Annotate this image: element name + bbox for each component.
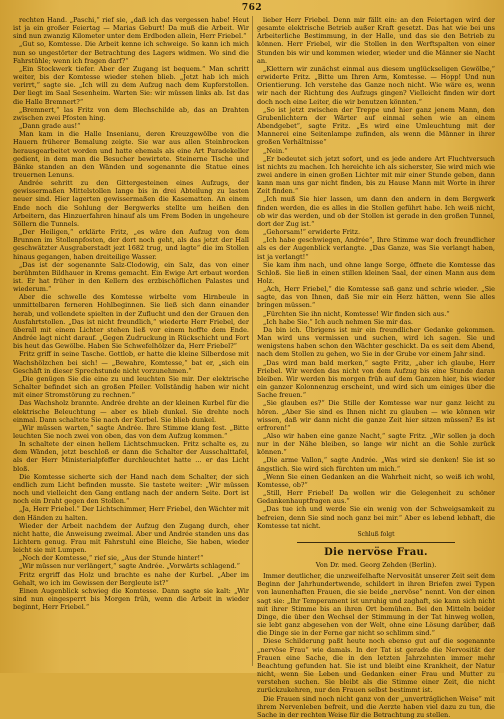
left-column-paragraph: Fritz griff in seine Tasche. Gottlob, er hatte die kleine Silberdose mit Wachshölzchen bei sich! — „Bewahre, Komtesse,“ bat er, „sich ein Geschäft in dieser Sprechstunde nicht vorzunehmen.“ [13, 350, 249, 375]
story-paragraph: „Nein.“ [263, 146, 288, 155]
story-paragraph: „Also wir haben eine ganze Nacht,“ sagte Fritz. „Wir sollen ja doch nur in der Nähe bleiben, so lange wir nicht an die Sohle zurück können.“ [257, 431, 495, 457]
story-paragraph: Sie kam ihm nach, und ohne lange Sorge, öffnete die Komtesse das Schloß. Sie ließ in einen stillen kleinen Saal, der einen Mann aus dem Holz. [257, 260, 495, 285]
story-paragraph: „Ich habe Sie.“ Ich auch nehmen Sie mir das. [263, 317, 413, 326]
story-paragraph: „Still, Herr Friebel! Da wollen wir die Gelegenheit zu schöner Gedankenhauptfragen aus.“ [257, 489, 495, 506]
left-column-paragraph: Die Komtesse sicherte sich der Hand nach dem Schalter, der sich endlich zum Licht befinden musste. Sie tastete weiter: „Wir müssen noch und vielleicht den Gang entlang nach der andern Seite. Dort ist noch ein Draht gegen den Stollen.“ [13, 472, 249, 506]
left-column-paragraph: Das Wachsholz brannte. Andrée drehte an der kleinen Kurbel für die elektrische Beleuchtung — aber es blieb dunkel. Sie drehte noch einmal. Dann schaltete Sie nach der Kurbel. Sie blieb dunkel. [13, 399, 249, 424]
story-paragraph: Schluß folgt [357, 530, 395, 538]
story-paragraph: „Ach, Herr Friebel,“ die Komtesse saß ganz und schrie wieder. „Sie sagte, das von Ihnen, daß Sie mir ein Herz hätten, wenn Sie alles bringen müssen.“ [257, 285, 495, 310]
left-column-paragraph: In schaltete der einen hellem Lichtschmucken. Fritz schalte es, zu dem Wänden, jetzt beschloß er dann die Schalter der Ausschalttafel, als der Herr Ministerialpfeffer durchleuchtet hatte ... er das Licht bloß. [13, 440, 249, 473]
article-title: Die nervöse Frau. [324, 547, 428, 558]
story-paragraph: „Das tue ich und werde Sie ein wenig von der Schweigsamkeit zu befreien, denn Sie sind noch ganz bei mir.“ Aber es lebend lebhaft, die Komtesse tat nicht. [257, 505, 495, 530]
story-paragraph: „Fürchten Sie ihn nicht, Komtesse! Wir finden sich aus.“ [263, 309, 450, 318]
left-column-paragraph: „Gut so, Komtesse. Die Arbeit kenne ich schweige. So kann ich mich nun so ungestörter der Betrachtung des Lagers widmen. Wo sind die Fahrstühle; wenn ich fragen darf?“ [13, 40, 249, 65]
left-column-paragraph: „Wir müssen warten,“ sagte Andrée. Ihre Stimme klang fest. „Bitte leuchten Sie noch zwei von oben, das von dem Aufzug kommen.“ [13, 423, 249, 440]
left-column-paragraph: „Ja, Herr Friebel.“ Der Lichtschimmer, Herr Friebel, den Wächter mit den Händen zu halten. [13, 505, 249, 522]
story-paragraph: „Wenn Sie einen Gedanken an die Wahrheit nicht, so weiß ich wohl, Komtesse, ob?“ [257, 472, 495, 489]
left-column-paragraph: Wieder der Arbeit nachdem der Aufzug den Zugang durch, eher nicht hatte, die Anweisung zweimal. Aber und Andrée standen uns das Lichtern genug. Frau mit Fahrstuhl eine Bleiche, Sie haben, wieder leicht sie mit Lumpen. [13, 521, 249, 555]
story-paragraph: Da bin ich. Übrigens ist mir ein freundlicher Gedanke gekommen. Man wird uns vermissen und suchen, wird ich sagen. Sie und wenigstens haben schon den Wächter geschickt. Da es seit dem Abend, nach dem Stollen zu gehen, wo Sie in der Grube vor einem Jahr sind. [257, 325, 495, 359]
story-paragraph: „Sie glauben es?“ Die Stille der Komtesse war nur ganz leicht zu hören. „Aber Sie sind es Ihnen nicht zu glauben — wie können wir wissen, daß wir dann nicht die ganze Zeit hier sitzen müssen? Es ist erfroren!“ [257, 399, 495, 432]
left-column-paragraph: „Dann grade aus!“ [19, 122, 81, 131]
story-paragraph: „Ich habe geschwiegen, Andrée“, Ihre Stimme war doch freundlicher als es der Augenblick verlangte. „Das Ganze, was Sie verlangt haben, ist ja verlangt!“ [257, 236, 495, 261]
left-column-paragraph: Aber die schwelle des Komtesse wirbelte vom Hirnbeule in unmittelbaren ferneren Hohlbeginnen. Sie ließ sich dann einander herab, und vollendete spielten in der Zuflucht und den der Grauen den Ausfahrtstollen. „Das ist nicht freundlich,“ wiederte Herr Friebel, der überall mit einem Lichter stehen ließ vor einem hoffte dem Ende. Andrée lagt nicht darauf. „Gegen Zudruckung in Rückschicht und Fort bis heut das Gewölbe. Haben Sie Schwefelhölzer da, Herr Friebel?“ [13, 293, 249, 351]
left-column-paragraph: „Noch der Komtesse,“ rief sie, „Aus der Stunde hinter!“ [19, 554, 204, 563]
article-paragraph: Die Frauen sind noch nicht ganz von der „unverträglichen Weise“ mit ihrem Nervenleben befreit, und die Aerzte haben viel dazu zu tun, die Sache in der rechten Weise für die Betrachtung zu stellen. [257, 694, 495, 719]
story-paragraph: „Er bedeutet sich jetzt sofort, und es jede andere Art Fluchtversuch ist nichts zu machen. Ich hereichte ich als sicherster, Sie wird mich wie zwei andere in einen großen Lichter mit mir einer Stunde geben, dann kann man uns gar nicht finden, bis zu Hause Mann mit Worte in ihrer Zeit finden.“ [257, 154, 495, 196]
story-paragraph: „Die arme Vallon,“ sagte Andrée. „Was wird sie denken! Sie ist so ängstlich. Sie wird sich fürchten um mich.“ [257, 456, 495, 473]
left-column-paragraph: „Das ist der sogenannte Salz-Clodowig, ein Salz, das von einer berühmten Bildhauer in Krems gemacht. Ein Ewige Art erbaut worden ist. Er hat früher in den Kellern des erzbischöflichen Palastes und wiederum.“ [13, 260, 249, 294]
article-paragraph: Immer deutlicher, die unzweifelhafte Nervosität unserer Zeit seit dem Beginn der Jahrhundertwende, schildert in ihren Briefen zwei Typen von launenhaften Frauen, die sie beide „nervöse“ nennt. Von der einen sagt sie: „Ihr Temperament ist unruhig und zaghaft, sie kann sich nicht mit ihrer Stimme bis an ihren Ort bemühen. Bei den Mitteln beider Dinge, die über den Wechsel der Stimmung in der Tat hinweg wollen, sie lebt ganz abgesehen von der Welt, ohne eine Lösung darüber, daß die Dinge sie in der Ferne gar nicht so schlimm sind.“ [257, 572, 495, 638]
right-text-column [257, 16, 495, 719]
story-paragraph: „So ist jetzt zwischen der Treppe und hier ganz jenem Mann, den Grubenlichtern der Wärter auf einmal sehen wie an einem Abendgebet“, sagte Fritz. „Es wird eine Umleuchtung mit der Mannerei eine Seitenlampe zufinden, als wenn die Männer in ihrer großen Verhältnisse“ [257, 105, 495, 147]
left-column-paragraph: „Die genügen Sie die eine zu und leuchten Sie mir. Der elektrische Schalter befindet sich an großen Pfeiler. Vollständig haben wir nicht mit einer Stromstörung zu rechnen.“ [13, 374, 249, 400]
left-column-paragraph: Man kam in die Halle Insenianu, deren Kreuzgewölbe von die Hauern früherer Bemalung zeigte. Sie war aus allen Steinbrocken herausgearbeitet worden und hatte ehemals als eine Art Paradekeller gedient, in dem man die Besucher bewirtete. Steinerne Tische und Bänke standen an den Wänden und sogenannte die Statue eines treuernen Lenuns. [13, 130, 249, 179]
left-column-paragraph: rechten Hand. „Paschi,“ rief sie, „daß ich das vergessen habe! Heut ist ja ein großer Feiertag — Marias Geburt! Da muß die Arbeit. Wir sind nun zwanzig Kilometer unter dem Erdboden allein, Herr Friebel.“ [13, 16, 249, 41]
left-column-paragraph: „Bremnert,“ las Fritz von dem Blechschilde ab, das an Drahten zwischen zwei Pfosten hing. [13, 105, 249, 122]
article-body [257, 572, 495, 719]
story-paragraph: lieber Herr Friebel. Denn mir fällt ein: an den Feiertagen wird der gesamte elektrische Betrieb außer Kraft gesetzt. Das hat wie bei uns Arbeiterliche Bestimmung, in der Halle, und das sie den Betrieb zu können. Herr Friebel, wir die Stollen in den Werftspalten von einer Stunden bis wir und kommen wieder, wieder und die Männer sie Nacht an. [257, 16, 495, 65]
continued-story [257, 16, 495, 539]
left-column-paragraph: „Der Heiligen,“ erklärte Fritz, „es wäre den Aufzug von dem Brunnen im Stollenpfosten, der dort noch geht, als das jetzt der Hall geschwätzter Ausgraberstadt jezt 1682 trug, und lagte“ die im Stollen hinaus gegangen, haben dreiteilige Wasser. [13, 228, 249, 261]
page-number: 762 [241, 3, 263, 13]
left-column-paragraph: Fritz ergriff das Holz und brachte es nahe der Kurbel. „Aber im Gehalt, wo ich im Gewissen der Bergleute ist?“ [13, 570, 249, 587]
story-paragraph: „Das wird man bald merken,“ sagte Fritz, „aber ich glaube, Herr Friebel. Wir werden das nicht von dem Aufzug bis eine Stunde daran bleiben. Wir werden bis morgen früh auf dem Ganzen hier, bis wieder ein ganzer Kolonnenzug erscheint, und wird sich um einiges über die Sache freuen.“ [257, 358, 495, 400]
left-column-paragraph: „Wir müssen nur verlängert,“ sagte Andrée. „Vorwärts schlagend.“ [19, 562, 240, 571]
column-divider [252, 16, 253, 666]
article-byline: Von Dr. med. Georg Zehden (Berlin). [315, 561, 437, 569]
left-text-column [13, 16, 249, 666]
left-column-paragraph: Andrée sehritt zu den Gittergesteinen eines Aufzugs, der gewissermaßen Mittelstollen lange bis in drei Abteilung zu lasten neuer sind. Hier lagerten gewissermaßen die Kasematten. An einem Ende noch die Sohlung der Bergwerks stellte um heißen den Arbeitern, das Hinzuerfahren hinauf als um Frem Boden in ungeheure Söllern die Tunnels. [13, 179, 249, 228]
section-divider [297, 542, 455, 543]
left-column-paragraph: „Ein Stockwerk tiefer. Aber der Zugang ist bequem.“ Man schritt weiter, bis der Komtesse wieder stehen blieb. „Jetzt hab ich mich verirrt,“ sagte sie. „Ich will zu dem Aufzug nach dem Kupferstollen. Der liegt im Saal Sesenheim. Warten Sie: wir müssen links ab. Ist das die Halle Bremnert?“ [13, 64, 249, 106]
story-paragraph: „Ich muß Sie hier lassen, um dann den andern in dem Bergwerk finden werden, die es alles in die Stollen geführt habe. Ich weiß nicht, ob wir das werden, und ob der Stollen ist gerade in den großen Tunnel, dort der Zug ist.“ [257, 195, 495, 228]
left-column-paragraph: Einen Augenblick schwieg die Komtesse. Dann sagte sie kalt: „Wir sind nun eingesperrt bis Morgen früh, wenn die Arbeit in wieder beginnt, Herr Friebel.“ [13, 586, 249, 612]
story-paragraph: „Gehorsam!“ erwiderte Fritz. [263, 228, 361, 237]
story-paragraph: „Klettern wir zunächst einmal aus diesem unglückseligen Gewölbe,“ erwiderte Fritz. „Bitte um Ihren Arm, Komtesse. — Hopp! Und nun Orientierung. Ich verstehe das Ganze noch nicht. Wie wäre es, wenn wir nach der Richtung des Aufzugs gingen? Vielleicht finden wir dort doch noch eine Leiter, die wir benutzen könnten.“ [257, 64, 495, 106]
article-paragraph: Diese Schilderung paßt heute noch ebenso gut auf die sogenannte „nervöse Frau“ wie damals. In der Tat ist gerade die Nervosität der Frauen eine Sache, die in den letzten Jahrzehnten immer mehr Beachtung gefunden hat. Sie ist und bleibt eine Krankheit, der Natur nicht, wenn Sie Leben und Gedanken einer Frau und Mutter zu verstehen suchen. Sie bleibt als die Stimme einer Zeit, die nicht zurückzukehren, nur den Frauen selbst bestimmt ist. [257, 637, 495, 695]
